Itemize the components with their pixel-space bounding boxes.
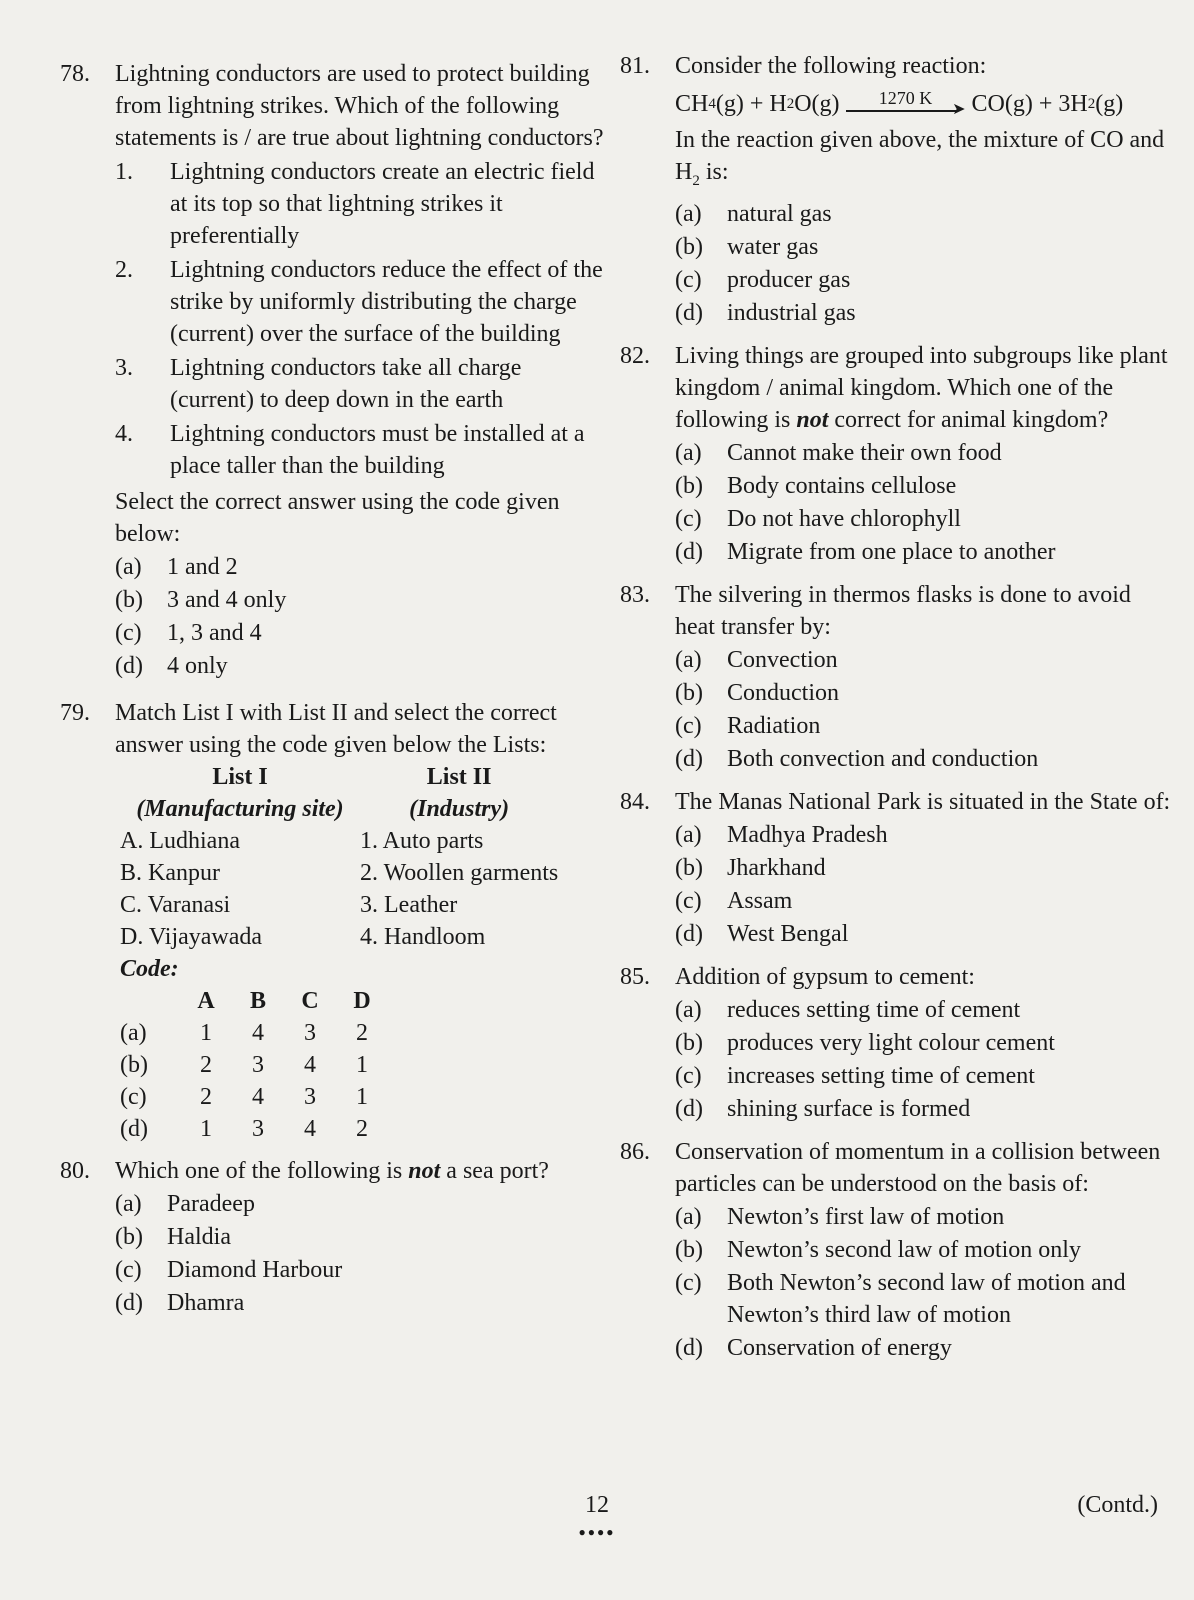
code-option-a[interactable]: (a) 1 4 3 2 [120,1020,368,1046]
continued-label: (Contd.) [1077,1492,1158,1518]
option-a[interactable]: (a) Newton’s first law of motion [675,1203,1005,1230]
question-text: Living things are grouped into subgroups like plant kingdom / animal kingdom. Which one of the following is not correct for animal kingdom? [675,342,1168,433]
question-79 [60,697,610,1145]
statement: 2. Lightning conductors reduce the effect of the strike by uniformly distributing the charge (current) over the surface of the building [115,257,603,347]
statement: 1. Lightning conductors create an electric field at its top so that lightning strikes it preferentially [115,159,595,249]
question-number: 85. [620,963,650,990]
option-b[interactable]: (b) water gas [675,233,819,260]
option-b[interactable]: (b) Conduction [675,679,839,706]
option-d[interactable]: (d) industrial gas [675,299,856,326]
code-label: Code: [120,956,179,982]
question-text: Which one of the following is not a sea port? [115,1158,549,1184]
option-b[interactable]: (b) Newton’s second law of motion only [675,1236,1081,1263]
reaction-arrow-icon: 1270 K ➤ [846,90,966,118]
question-83 [620,579,1175,776]
question-text: Consider the following reaction: [675,53,987,79]
question-80 [60,1155,610,1320]
option-c[interactable]: (c) Do not have chlorophyll [675,505,961,532]
option-a[interactable]: (a) natural gas [675,200,832,227]
right-column [620,50,1175,1375]
code-option-c[interactable]: (c) 2 4 3 1 [120,1084,368,1110]
question-text: The silvering in thermos flasks is done to avoid heat transfer by: [675,581,1131,640]
option-a[interactable]: (a) Madhya Pradesh [675,821,888,848]
reaction-condition: 1270 K [878,88,933,108]
option-d[interactable]: (d) shining surface is formed [675,1095,971,1122]
list2-heading: List II [426,764,492,790]
code-option-b[interactable]: (b) 2 3 4 1 [120,1052,368,1078]
option-b[interactable]: (b) Body contains cellulose [675,472,957,499]
question-number: 86. [620,1138,650,1165]
question-81 [620,50,1175,330]
question-text: The Manas National Park is situated in the State of: [675,788,1171,815]
option-c[interactable]: (c) Both Newton’s second law of motion and Newton’s third law of motion [675,1269,1126,1328]
option-b[interactable]: (b) Haldia [115,1224,231,1250]
question-number: 80. [60,1158,90,1184]
page-dots: ●●●● [578,1525,616,1539]
code-table: A B C D (a) 1 4 3 2 (b) 2 3 4 1 (c) 2 4 3 1 (d) 1 3 4 2 [120,985,388,1145]
question-86 [620,1136,1175,1365]
option-d[interactable]: (d) West Bengal [675,920,849,947]
option-a[interactable]: (a) reduces setting time of cement [675,996,1021,1023]
option-b[interactable]: (b) Jharkhand [675,854,826,881]
question-82 [620,340,1175,569]
option-b[interactable]: (b) 3 and 4 only [115,587,287,613]
option-c[interactable]: (c) Radiation [675,712,821,739]
question-78 [60,58,610,683]
instruction-text: Select the correct answer using the code given below: [115,489,560,547]
option-d[interactable]: (d) Conservation of energy [675,1334,952,1361]
option-d[interactable]: (d) Both convection and conduction [675,745,1039,772]
option-c[interactable]: (c) 1, 3 and 4 [115,620,262,646]
question-84 [620,786,1175,951]
list2-subheading: (Industry) [409,796,510,822]
option-c[interactable]: (c) Assam [675,887,793,914]
question-number: 78. [60,61,90,87]
statement: 4. Lightning conductors must be installed at a place taller than the building [115,421,585,479]
option-a[interactable]: (a) Paradeep [115,1191,255,1217]
question-text: Conservation of momentum in a collision between particles can be understood on the basis of: [675,1138,1161,1197]
match-row: C. Varanasi 3. Leather [120,892,458,918]
match-row: D. Vijayawada 4. Handloom [120,924,486,950]
option-c[interactable]: (c) producer gas [675,266,851,293]
option-d[interactable]: (d) Dhamra [115,1290,245,1316]
match-row: A. Ludhiana 1. Auto parts [120,828,484,854]
option-a[interactable]: (a) Convection [675,646,838,673]
left-column [60,58,610,1330]
chemical-equation: CH 4 (g) + H 2 O(g) 1270 K ➤ CO(g) + 3H 2 (g) [675,88,1175,120]
question-85 [620,961,1175,1126]
option-d[interactable]: (d) 4 only [115,653,228,679]
list1-subheading: (Manufacturing site) [136,796,344,822]
question-number: 82. [620,342,650,369]
match-table [120,761,558,953]
page-number: 12 [585,1492,609,1518]
question-text: Match List I with List II and select the correct answer using the code given below the Lists: [115,700,557,758]
question-number: 83. [620,581,650,608]
option-c[interactable]: (c) Diamond Harbour [115,1257,343,1283]
option-d[interactable]: (d) Migrate from one place to another [675,538,1056,565]
code-option-d[interactable]: (d) 1 3 4 2 [120,1116,368,1142]
option-c[interactable]: (c) increases setting time of cement [675,1062,1035,1089]
question-text: Addition of gypsum to cement: [675,963,975,990]
list1-heading: List I [212,764,268,790]
question-text: Lightning conductors are used to protect building from lightning strikes. Which of the following statements is / are true about lightning conductors? [115,61,604,151]
option-b[interactable]: (b) produces very light colour cement [675,1029,1055,1056]
question-number: 81. [620,53,650,79]
option-a[interactable]: (a) 1 and 2 [115,554,238,580]
question-number: 79. [60,700,90,726]
option-a[interactable]: (a) Cannot make their own food [675,439,1002,466]
statement: 3. Lightning conductors take all charge (current) to deep down in the earth [115,355,522,413]
question-number: 84. [620,788,650,815]
match-row: B. Kanpur 2. Woollen garments [120,860,559,886]
question-subtext: In the reaction given above, the mixture of CO and $H_2$ is: [675,127,1165,189]
